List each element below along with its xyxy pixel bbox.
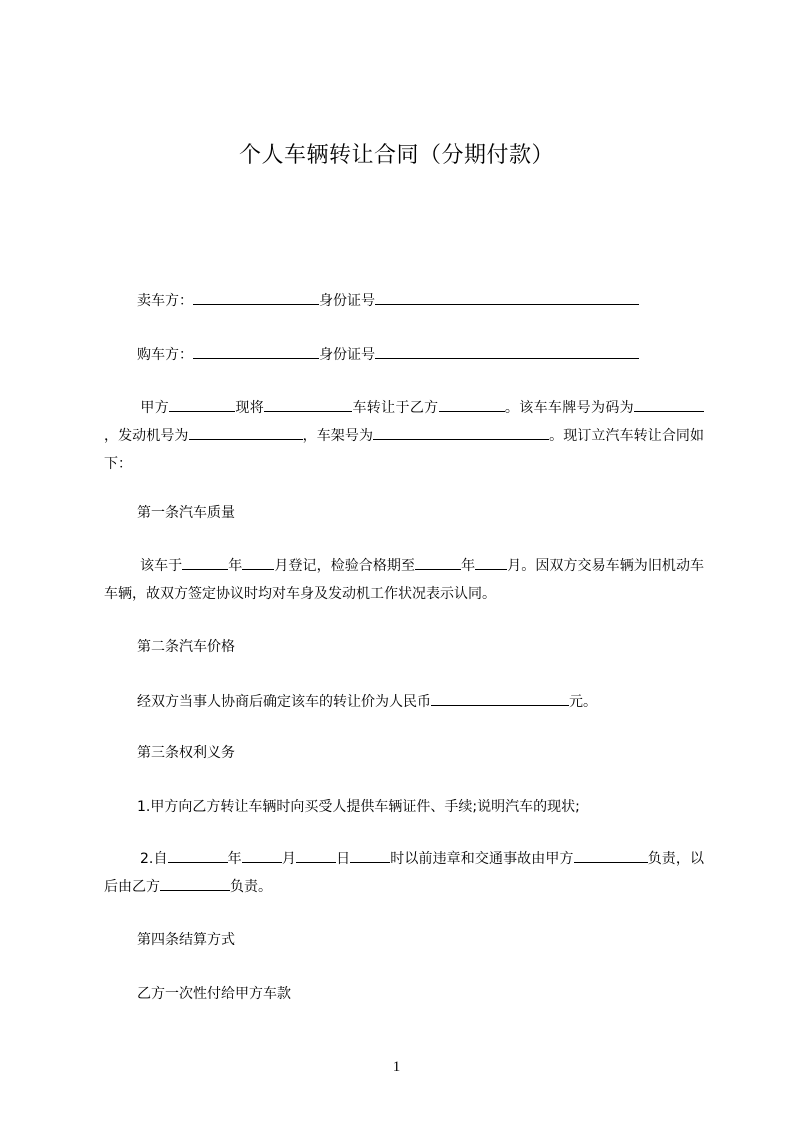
article2-paragraph (137, 690, 737, 712)
buyer-id-blank (375, 343, 639, 359)
item2-month-blank (242, 847, 282, 863)
seller-label: 卖车方： (137, 293, 193, 309)
intro-text-b: 现将 (235, 400, 265, 416)
party-a-responsible-blank (574, 847, 648, 863)
article3-item1: 1.甲方向乙方转让车辆时向买受人提供车辆证件、手续;说明汽车的现状; (137, 799, 580, 815)
article4-heading: 第四条结算方式 (137, 932, 235, 948)
contract-title: 个人车辆转让合同（分期付款） (238, 143, 554, 168)
item2-text-f: 负责，以后由乙方 (104, 851, 704, 895)
buyer-label: 购车方： (137, 347, 193, 363)
buyer-id-label: 身份证号 (319, 347, 375, 363)
register-month-blank (242, 554, 274, 570)
item2-text-c: 月 (281, 851, 296, 867)
seller-line (137, 289, 737, 311)
buyer-line (137, 343, 737, 365)
item2-text-e: 时以前违章和交通事故由甲方 (390, 851, 574, 867)
plate-number-blank (634, 396, 704, 412)
intro-text-c: 车转让于乙方 (352, 400, 439, 416)
article2-heading: 第二条汽车价格 (137, 639, 235, 655)
item2-text-a: 2.自 (140, 851, 168, 867)
article4-text: 乙方一次性付给甲方车款 (137, 986, 291, 1002)
item2-text-d: 日 (335, 851, 351, 867)
seller-id-label: 身份证号 (319, 293, 375, 309)
frame-number-blank (373, 424, 549, 440)
item2-text-g: 负责。 (230, 879, 272, 895)
article1-heading: 第一条汽车质量 (137, 505, 235, 521)
intro-text-f: ，车架号为 (302, 428, 374, 444)
intro-paragraph (104, 394, 704, 478)
item2-day-blank (296, 847, 336, 863)
article1-text-b: 年 (228, 558, 243, 574)
party-a-blank (169, 396, 235, 412)
party-b-blank (439, 396, 505, 412)
article1-text-a: 该车于 (140, 558, 183, 574)
item2-hour-blank (350, 847, 390, 863)
article1-paragraph (104, 552, 704, 608)
engine-number-blank (189, 424, 303, 440)
article2-text-a: 经双方当事人协商后确定该车的转让价为人民币 (137, 694, 431, 710)
item2-text-b: 年 (227, 851, 242, 867)
article2-text-b: 元。 (569, 694, 597, 710)
article1-text-c: 月登记，检验合格期至 (274, 558, 416, 574)
inspection-year-blank (415, 554, 461, 570)
register-year-blank (182, 554, 228, 570)
party-b-responsible-blank (160, 875, 230, 891)
intro-text-e: ，发动机号为 (104, 428, 189, 444)
intro-text-d: 。该车车牌号为码为 (504, 400, 635, 416)
article3-item2 (104, 845, 704, 901)
buyer-name-blank (193, 343, 319, 359)
intro-text-g: 。现订立汽车转让合同如下： (104, 428, 705, 472)
price-blank (431, 690, 569, 706)
page-number: 1 (392, 1059, 401, 1075)
intro-text-a: 甲方 (140, 400, 170, 416)
article1-text-e: 月。因双方交易车辆为旧机动车车辆，故双方签定协议时均对车身及发动机工作状况表示认同。 (104, 558, 705, 602)
vehicle-blank (264, 396, 352, 412)
inspection-month-blank (475, 554, 507, 570)
article3-heading: 第三条权利义务 (137, 745, 235, 761)
item2-year-blank (168, 847, 228, 863)
article1-text-d: 年 (461, 558, 476, 574)
seller-id-blank (375, 289, 639, 305)
seller-name-blank (193, 289, 319, 305)
